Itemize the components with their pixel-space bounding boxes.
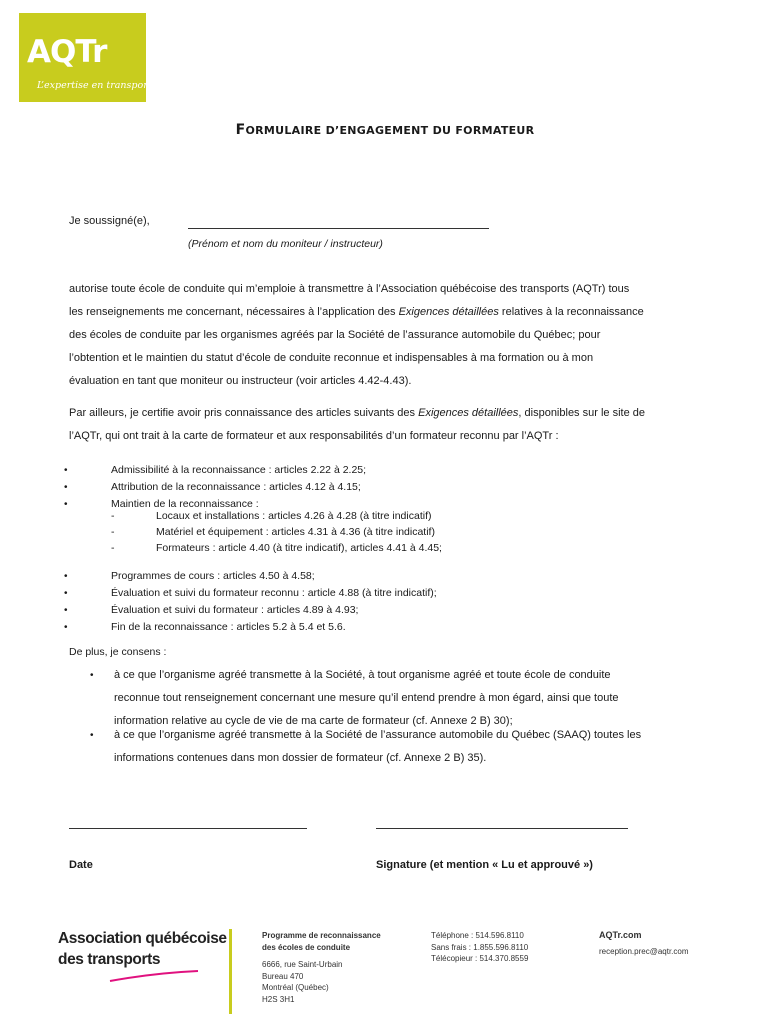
footer-org-name: Association québécoise des transports (58, 930, 227, 968)
signer-label: Je soussigné(e), (69, 215, 150, 227)
date-line[interactable] (69, 828, 307, 829)
authorization-paragraph (69, 278, 644, 393)
footer-email-link[interactable]: reception.prec@aqtr.com (599, 946, 689, 956)
articles-sublist (111, 508, 442, 556)
para1-line5: évaluation en tant que moniteur ou instructeur (voir articles 4.42-4.43). (69, 375, 412, 387)
para2-line1: Par ailleurs, je certifie avoir pris connaissance des articles suivants des Exigences détaillées, disponibles sur le site de (69, 407, 645, 419)
list-item: • Fin de la reconnaissance : articles 5.2 à 5.4 et 5.6. (64, 621, 346, 633)
footer-fax: Télécopieur : 514.370.8559 (431, 954, 529, 963)
footer-web (599, 930, 689, 957)
footer-phone: Téléphone : 514.596.8110 (431, 931, 524, 940)
articles-list-2 (64, 568, 437, 636)
list-item: • Évaluation et suivi du formateur : articles 4.89 à 4.93; (64, 604, 359, 616)
footer-contact (431, 930, 528, 965)
signature-label: Signature (et mention « Lu et approuvé ») (376, 859, 593, 871)
bullet-icon: • (90, 670, 94, 681)
certification-paragraph (69, 402, 645, 448)
para1-line2: les renseignements me concernant, nécessaires à l’application des Exigences détaillées relatives à la reconnaissance (69, 306, 644, 318)
list-item: • Attribution de la reconnaissance : articles 4.12 à 4.15; (64, 481, 361, 493)
logo-tagline: L’expertise en transport (37, 80, 152, 91)
consent-item-1: à ce que l’organisme agréé transmette à la Société, à tout organisme agréé et toute école de conduite reconnue tout renseignement concernant une mesure qu’il entend prendre à mon égard, ainsi que toute information relative au cycle de vie de ma carte de formateur (cf. Annexe 2 B) 30); (114, 669, 619, 727)
consent-item-2: à ce que l’organisme agréé transmette à la Société de l’assurance automobile du Québec (SAAQ) toutes les informations contenues dans mon dossier de formateur (cf. Annexe 2 B) 35). (114, 729, 642, 764)
sub-list-item: - Formateurs : article 4.40 (à titre indicatif), articles 4.41 à 4.45; (111, 542, 442, 554)
list-item: • Programmes de cours : articles 4.50 à 4.58; (64, 570, 315, 582)
aqtr-logo (19, 13, 152, 102)
footer-divider (229, 929, 232, 1014)
footer-website-link[interactable]: AQTr.com (599, 930, 642, 940)
footer-tollfree: Sans frais : 1.855.596.8110 (431, 942, 529, 952)
sub-list-item: - Matériel et équipement : articles 4.31 à 4.36 (à titre indicatif) (111, 526, 435, 538)
signer-name-line[interactable] (188, 228, 489, 229)
bullet-icon: • (90, 730, 94, 741)
logo-wordmark: AQTr (27, 34, 107, 70)
list-item: • Maintien de la reconnaissance : (64, 498, 259, 510)
title-initial: F (235, 122, 246, 138)
list-item: • Évaluation et suivi du formateur reconnu : article 4.88 (à titre indicatif); (64, 587, 437, 599)
footer-program: Programme de reconnaissance des écoles de conduite 6666, rue Saint-Urbain Bureau 470 Montréal (Québec) H2S 3H1 (262, 931, 381, 1004)
document-title (0, 122, 770, 138)
signer-hint: (Prénom et nom du moniteur / instructeur) (188, 238, 383, 250)
para1-line4: l’obtention et le maintien du statut d’école de conduite reconnue et indispensables à ma formation ou à mon (69, 352, 594, 364)
list-item: • Admissibilité à la reconnaissance : articles 2.22 à 2.25; (64, 464, 367, 476)
para2-line2: l’AQTr, qui ont trait à la carte de formateur et aux responsabilités d’un formateur reconnu par l’AQTr : (69, 430, 559, 442)
para1-line3: des écoles de conduite par les organismes agréés par la Société de l’assurance automobile du Québec; pour (69, 329, 601, 341)
para1-line1: autorise toute école de conduite qui m’emploie à transmettre à l’Association québécoise des transports (AQTr) tous (69, 283, 630, 295)
swoosh-icon (108, 969, 200, 983)
articles-list-1 (64, 462, 366, 513)
date-label: Date (69, 859, 93, 871)
sub-list-item: - Locaux et installations : articles 4.26 à 4.28 (à titre indicatif) (111, 510, 432, 522)
title-rest: ORMULAIRE D’ENGAGEMENT DU FORMATEUR (245, 124, 535, 137)
consent-intro: De plus, je consens : (69, 646, 167, 658)
signature-line[interactable] (376, 828, 628, 829)
